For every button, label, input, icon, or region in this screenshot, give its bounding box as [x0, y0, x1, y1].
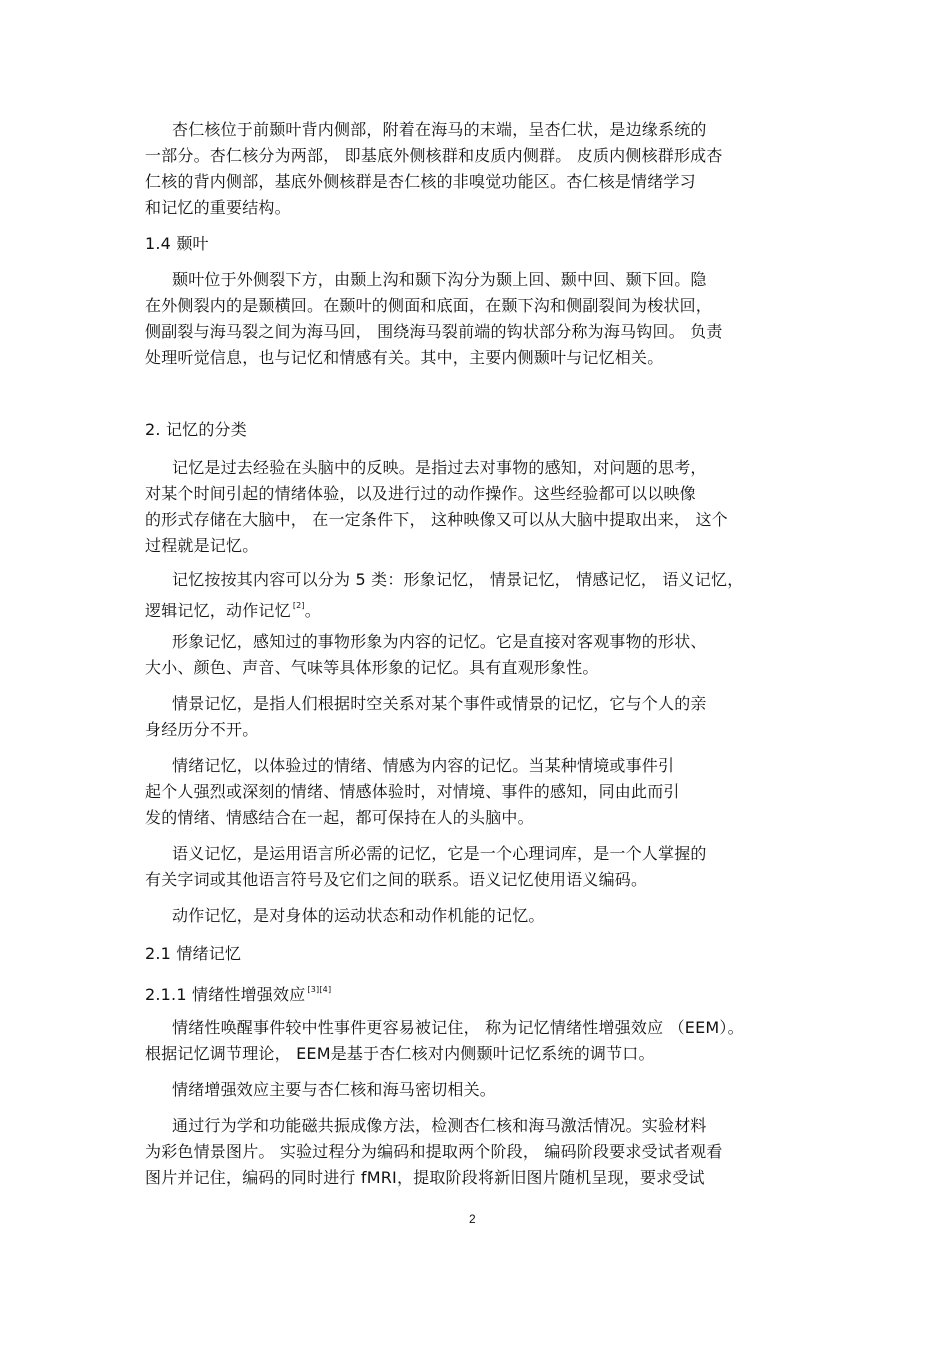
text-line: 颞叶位于外侧裂下方，由颞上沟和颞下沟分为颞上回、颞中回、颞下回。隐	[172, 270, 707, 289]
text-fragment: 逻辑记忆，动作记忆	[145, 601, 291, 620]
text-line: 和记忆的重要结构。	[145, 198, 291, 217]
text-line: 形象记忆，感知过的事物形象为内容的记忆。它是直接对客观事物的形状、	[172, 632, 707, 651]
text-fragment: 。	[304, 601, 321, 620]
text-line: 处理听觉信息，也与记忆和情感有关。其中，主要内侧颞叶与记忆相关。	[145, 348, 664, 367]
text-line: 记忆按按其内容可以分为 5 类：形象记忆， 情景记忆， 情感记忆， 语义记忆，	[172, 570, 744, 589]
text-line	[145, 596, 321, 621]
text-line: 通过行为学和功能磁共振成像方法，检测杏仁核和海马激活情况。实验材料	[172, 1116, 707, 1135]
text-line: 语义记忆，是运用语言所必需的记忆，它是一个心理词库，是一个人掌握的	[172, 844, 707, 863]
text-line: 为彩色情景图片。 实验过程分为编码和提取两个阶段， 编码阶段要求受试者观看	[145, 1142, 723, 1161]
text-line: 起个人强烈或深刻的情绪、情感体验时，对情境、事件的感知，同由此而引	[145, 782, 680, 801]
citation-ref: [2]	[292, 601, 305, 610]
text-line: 对某个时间引起的情绪体验，以及进行过的动作操作。这些经验都可以以映像	[145, 484, 696, 503]
text-line: 大小、颜色、声音、气味等具体形象的记忆。具有直观形象性。	[145, 658, 599, 677]
subsection-heading	[145, 980, 331, 1005]
section-heading: 1.4 颞叶	[145, 234, 209, 253]
text-line: 有关字词或其他语言符号及它们之间的联系。语义记忆使用语义编码。	[145, 870, 648, 889]
text-line: 仁核的背内侧部，基底外侧核群是杏仁核的非嗅觉功能区。杏仁核是情绪学习	[145, 172, 696, 191]
citation-ref: [3][4]	[307, 985, 332, 994]
text-line: 图片并记住，编码的同时进行 fMRI，提取阶段将新旧图片随机呈现，要求受试	[145, 1168, 705, 1187]
text-line: 的形式存储在大脑中， 在一定条件下， 这种映像又可以从大脑中提取出来， 这个	[145, 510, 728, 529]
text-line: 情绪记忆，以体验过的情绪、情感为内容的记忆。当某种情境或事件引	[172, 756, 675, 775]
text-line: 杏仁核位于前颞叶背内侧部，附着在海马的末端，呈杏仁状，是边缘系统的	[172, 120, 707, 139]
text-line: 发的情绪、情感结合在一起，都可保持在人的头脑中。	[145, 808, 534, 827]
text-line: 侧副裂与海马裂之间为海马回， 围绕海马裂前端的钩状部分称为海马钩回。 负责	[145, 322, 723, 341]
text-line: 动作记忆，是对身体的运动状态和动作机能的记忆。	[172, 906, 545, 925]
text-line: 根据记忆调节理论， EEM是基于杏仁核对内侧颞叶记忆系统的调节口。	[145, 1044, 655, 1063]
text-line: 情绪增强效应主要与杏仁核和海马密切相关。	[172, 1080, 497, 1099]
page-number: 2	[469, 1212, 476, 1226]
section-heading: 2.1 情绪记忆	[145, 944, 242, 963]
text-line: 身经历分不开。	[145, 720, 259, 739]
text-line: 情景记忆，是指人们根据时空关系对某个事件或情景的记忆，它与个人的亲	[172, 694, 707, 713]
text-line: 情绪性唤醒事件较中性事件更容易被记住， 称为记忆情绪性增强效应 （EEM）。	[172, 1018, 744, 1037]
text-line: 一部分。杏仁核分为两部， 即基底外侧核群和皮质内侧群。 皮质内侧核群形成杏	[145, 146, 723, 165]
text-line: 过程就是记忆。	[145, 536, 259, 555]
text-line: 在外侧裂内的是颞横回。在颞叶的侧面和底面，在颞下沟和侧副裂间为梭状回，	[145, 296, 713, 315]
section-heading: 2. 记忆的分类	[145, 420, 247, 439]
text-fragment: 2.1.1 情绪性增强效应	[145, 985, 306, 1004]
text-line: 记忆是过去经验在头脑中的反映。是指过去对事物的感知，对问题的思考，	[172, 458, 707, 477]
